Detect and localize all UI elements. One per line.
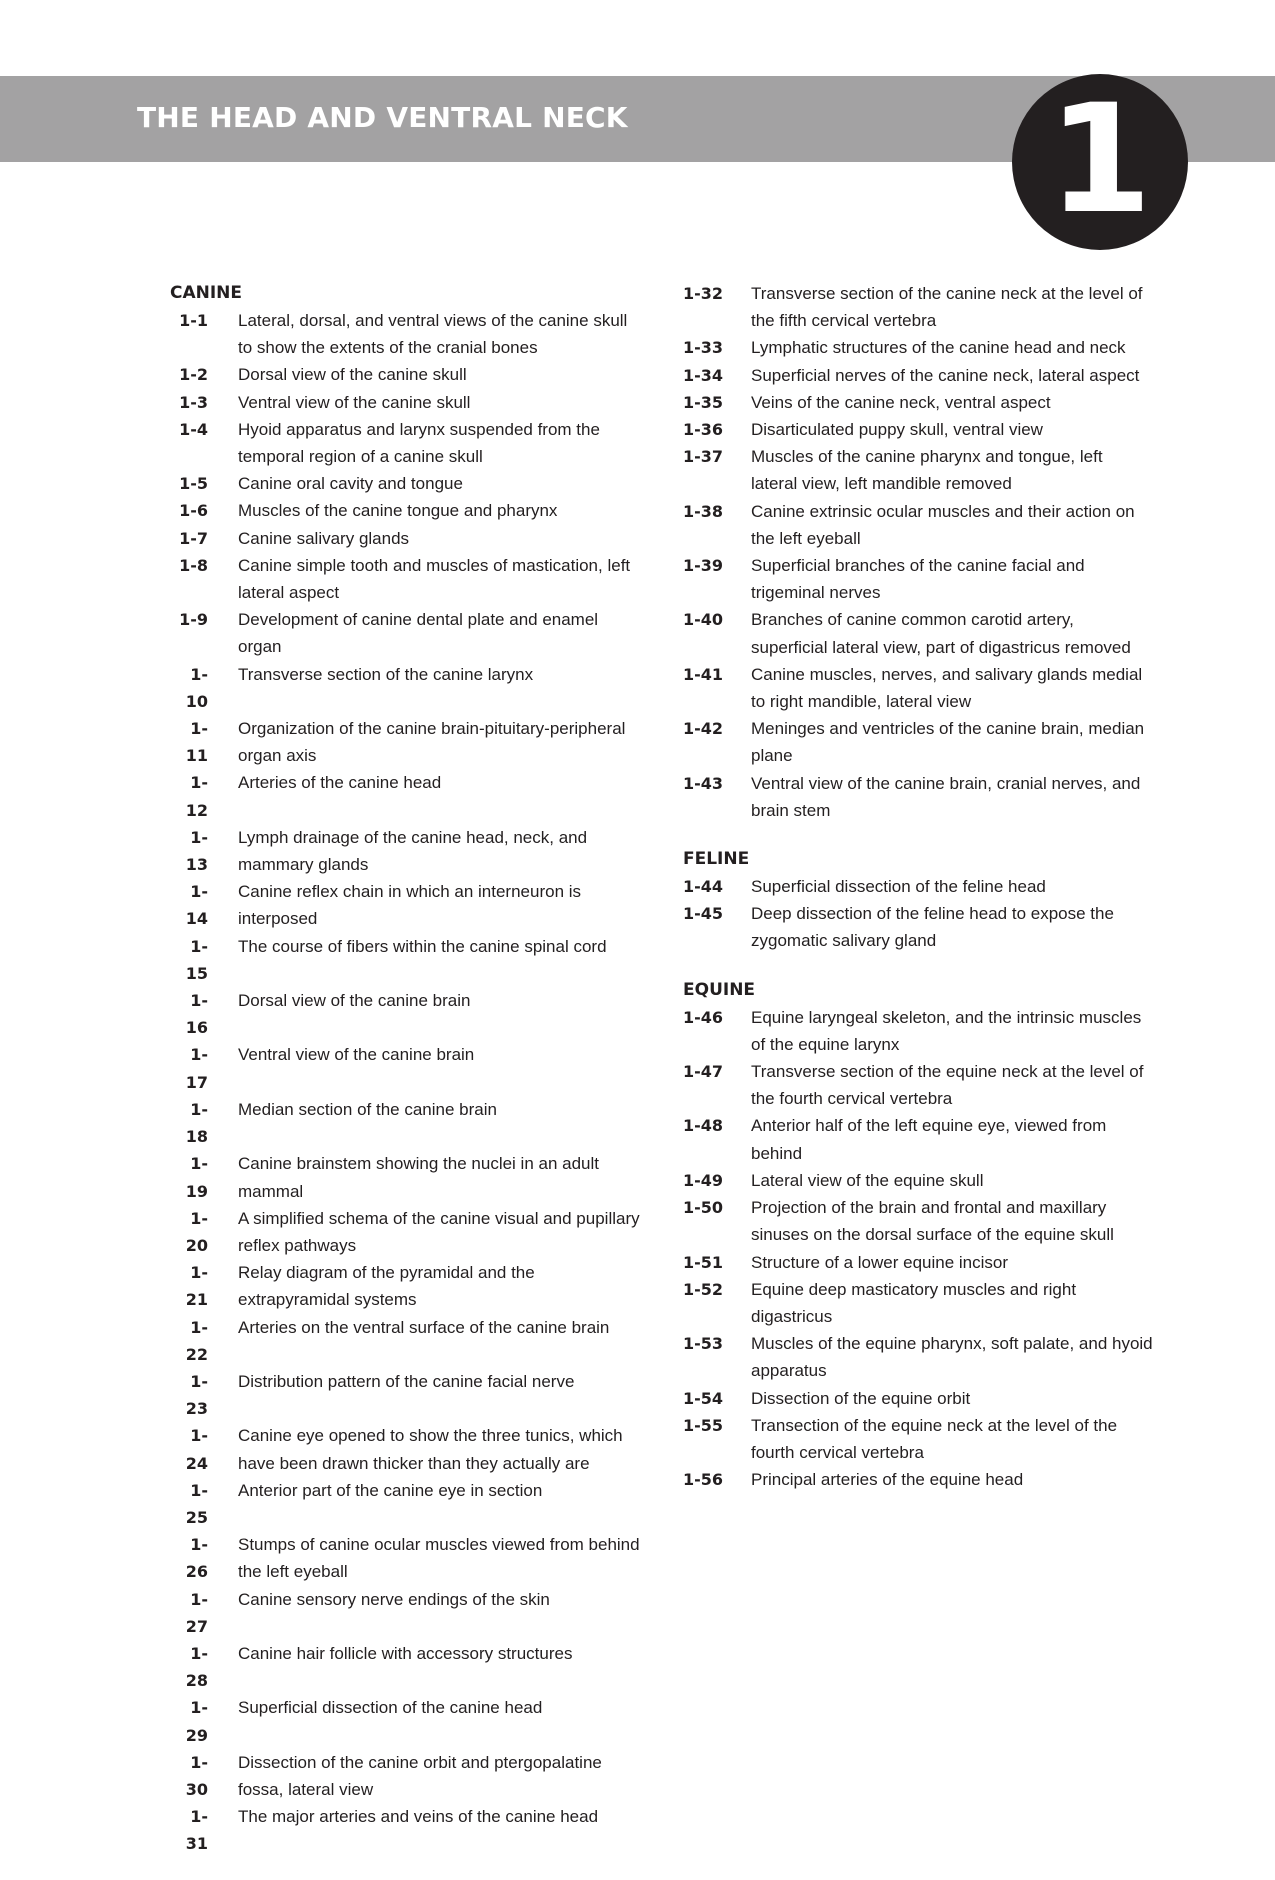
figure-caption: Arteries on the ventral surface of the canine brain [238, 1317, 610, 1337]
figure-number: 1-19 [185, 1154, 208, 1201]
figure-number: 1-52 [683, 1279, 724, 1299]
figure-list [683, 873, 1153, 955]
chapter-number-badge [1012, 74, 1188, 250]
figure-entry [170, 552, 640, 606]
figure-number: 1-36 [683, 420, 724, 440]
figure-caption: Transverse section of the equine neck at the level of the fourth cervical vertebra [751, 1062, 1144, 1109]
figure-entry [683, 1004, 1153, 1058]
figure-number: 1-24 [185, 1426, 208, 1473]
figure-entry [683, 280, 1153, 334]
section-canine [170, 280, 640, 1858]
figure-number: 1-26 [185, 1535, 208, 1582]
figure-entry [683, 770, 1153, 824]
figure-caption: Branches of canine common carotid artery, superficial lateral view, part of digastricus removed [751, 610, 1131, 657]
figure-caption: Superficial branches of the canine facial and trigeminal nerves [751, 556, 1085, 603]
figure-number: 1-3 [179, 392, 208, 412]
figure-entry [683, 1330, 1153, 1384]
figure-caption: Anterior part of the canine eye in section [238, 1480, 543, 1500]
figure-entry [683, 1466, 1153, 1493]
figure-caption: Distribution pattern of the canine facial nerve [238, 1371, 575, 1391]
figure-caption: Superficial nerves of the canine neck, lateral aspect [751, 365, 1140, 385]
figure-number: 1-33 [683, 338, 724, 358]
figure-number: 1-12 [185, 773, 208, 820]
figure-entry [170, 715, 640, 769]
figure-number: 1-8 [179, 555, 208, 575]
figure-caption: Canine extrinsic ocular muscles and their action on the left eyeball [751, 501, 1135, 548]
figure-number: 1-40 [683, 610, 724, 630]
figure-number: 1-30 [185, 1752, 208, 1799]
figure-number: 1-49 [683, 1170, 724, 1190]
figure-entry [683, 389, 1153, 416]
figure-number: 1-28 [185, 1643, 208, 1691]
figure-caption: Relay diagram of the pyramidal and the extrapyramidal systems [238, 1263, 535, 1310]
figure-caption: Transection of the equine neck at the level of the fourth cervical vertebra [751, 1415, 1118, 1462]
figure-entry [170, 525, 640, 552]
figure-entry [170, 1803, 640, 1857]
figure-entry [683, 606, 1153, 660]
figure-number: 1-4 [179, 419, 208, 439]
figure-caption: Median section of the canine brain [238, 1099, 497, 1119]
figure-entry [683, 1276, 1153, 1330]
left-column [170, 280, 640, 1880]
figure-entry [170, 769, 640, 823]
figure-caption: Hyoid apparatus and larynx suspended from the temporal region of a canine skull [238, 419, 600, 467]
figure-entry [170, 1694, 640, 1748]
figure-caption: Dorsal view of the canine brain [238, 991, 471, 1011]
figure-caption: Ventral view of the canine brain [238, 1045, 475, 1065]
figure-caption: Canine oral cavity and tongue [238, 474, 463, 494]
figure-entry [170, 389, 640, 416]
figure-caption: Disarticulated puppy skull, ventral view [751, 420, 1043, 440]
figure-number: 1-51 [683, 1252, 724, 1272]
figure-caption: Canine hair follicle with accessory structures [238, 1643, 573, 1663]
figure-caption: Canine simple tooth and muscles of mastication, left lateral aspect [238, 555, 631, 603]
figure-number: 1-18 [185, 1099, 208, 1147]
section-heading: CANINE [170, 283, 243, 303]
figure-number: 1-48 [683, 1116, 724, 1136]
figure-caption: Muscles of the canine tongue and pharynx [238, 501, 558, 521]
figure-caption: Muscles of the equine pharynx, soft palate, and hyoid apparatus [751, 1334, 1153, 1381]
section-feline [683, 846, 1153, 955]
figure-number: 1-41 [683, 664, 724, 684]
figure-entry [170, 1749, 640, 1803]
figure-caption: Principal arteries of the equine head [751, 1470, 1024, 1490]
figure-number: 1-17 [185, 1045, 208, 1092]
figure-caption: Projection of the brain and frontal and maxillary sinuses on the dorsal surface of the equine skull [751, 1198, 1114, 1245]
figure-number: 1-32 [683, 284, 724, 303]
section-equine [683, 977, 1153, 1494]
figure-caption: Ventral view of the canine brain, cranial nerves, and brain stem [751, 773, 1141, 820]
figure-entry [170, 606, 640, 660]
figure-number: 1-6 [179, 501, 208, 521]
figure-caption: The course of fibers within the canine spinal cord [238, 936, 607, 956]
figure-entry [683, 1167, 1153, 1194]
figure-list [683, 280, 1153, 824]
figure-entry [170, 824, 640, 878]
figure-number: 1-21 [185, 1263, 208, 1310]
figure-number: 1-7 [179, 528, 208, 548]
figure-caption: Organization of the canine brain-pituitary-peripheral organ axis [238, 719, 626, 766]
figure-entry [170, 1477, 640, 1531]
figure-entry [683, 1249, 1153, 1276]
figure-number: 1-37 [683, 447, 724, 467]
figure-number: 1-11 [185, 719, 208, 766]
figure-entry [683, 416, 1153, 443]
figure-caption: Dorsal view of the canine skull [238, 365, 467, 385]
figure-entry [170, 307, 640, 361]
figure-caption: Canine muscles, nerves, and salivary glands medial to right mandible, lateral view [751, 664, 1143, 712]
figure-caption: A simplified schema of the canine visual and pupillary reflex pathways [238, 1208, 640, 1255]
figure-number: 1-35 [683, 392, 724, 412]
figure-entry [170, 987, 640, 1041]
figure-number: 1-15 [185, 936, 208, 983]
figure-number: 1-23 [185, 1371, 208, 1419]
figure-number: 1-20 [185, 1208, 208, 1255]
figure-entry [170, 661, 640, 715]
figure-entry [170, 1422, 640, 1476]
figure-entry [170, 1041, 640, 1095]
figure-number: 1-29 [185, 1698, 208, 1745]
figure-caption: Canine brainstem showing the nuclei in an adult mammal [238, 1154, 600, 1201]
chapter-title: THE HEAD AND VENTRAL NECK [137, 101, 628, 134]
figure-number: 1-43 [683, 773, 724, 793]
figure-caption: Anterior half of the left equine eye, viewed from behind [751, 1116, 1107, 1163]
figure-entry [170, 1640, 640, 1694]
figure-number: 1-10 [185, 664, 208, 711]
figure-caption: Equine laryngeal skeleton, and the intrinsic muscles of the equine larynx [751, 1007, 1142, 1054]
figure-caption: Canine salivary glands [238, 528, 410, 548]
figure-caption: Canine eye opened to show the three tunics, which have been drawn thicker than they actually are [238, 1426, 623, 1473]
section-heading: FELINE [683, 849, 750, 870]
figure-entry [170, 878, 640, 932]
figure-entry [170, 361, 640, 388]
figure-number: 1-47 [683, 1062, 724, 1082]
figure-entry [170, 933, 640, 987]
section-continued [683, 280, 1153, 824]
figure-caption: Deep dissection of the feline head to expose the zygomatic salivary gland [751, 904, 1114, 951]
figure-entry [170, 1205, 640, 1259]
figure-caption: Lateral, dorsal, and ventral views of the canine skull to show the extents of the cranial bones [238, 311, 628, 358]
figure-entry [170, 1314, 640, 1368]
figure-entry [683, 1385, 1153, 1412]
figure-entry [683, 1412, 1153, 1466]
figure-number: 1-42 [683, 719, 724, 739]
figure-caption: Equine deep masticatory muscles and right digastricus [751, 1279, 1077, 1326]
figure-number: 1-14 [185, 882, 208, 929]
figure-number: 1-2 [179, 365, 208, 385]
figure-caption: Transverse section of the canine larynx [238, 664, 534, 684]
figure-caption: Dissection of the equine orbit [751, 1388, 971, 1408]
figure-entry [170, 1259, 640, 1313]
figure-caption: Ventral view of the canine skull [238, 392, 471, 412]
figure-caption: Development of canine dental plate and enamel organ [238, 610, 599, 657]
figure-entry [683, 552, 1153, 606]
figure-entry [170, 1368, 640, 1422]
right-column [683, 280, 1153, 1515]
figure-list [170, 307, 640, 1858]
figure-caption: Lymphatic structures of the canine head and neck [751, 338, 1126, 358]
section-heading: EQUINE [683, 979, 756, 1000]
figure-number: 1-16 [185, 991, 208, 1038]
figure-caption: Lymph drainage of the canine head, neck, and mammary glands [238, 827, 588, 875]
figure-caption: Canine sensory nerve endings of the skin [238, 1589, 550, 1609]
figure-caption: Arteries of the canine head [238, 773, 442, 793]
figure-caption: Meninges and ventricles of the canine brain, median plane [751, 719, 1145, 766]
figure-caption: Superficial dissection of the feline head [751, 877, 1046, 897]
figure-caption: Structure of a lower equine incisor [751, 1252, 1009, 1272]
figure-caption: Transverse section of the canine neck at the level of the fifth cervical vertebra [751, 284, 1143, 331]
figure-number: 1-9 [179, 610, 208, 630]
figure-entry [683, 1112, 1153, 1166]
figure-caption: The major arteries and veins of the canine head [238, 1807, 599, 1827]
figure-number: 1-53 [683, 1334, 724, 1354]
figure-entry [683, 498, 1153, 552]
figure-caption: Dissection of the canine orbit and ptergopalatine fossa, lateral view [238, 1752, 602, 1799]
figure-entry [170, 497, 640, 524]
figure-number: 1-1 [179, 311, 208, 330]
figure-entry [170, 416, 640, 470]
figure-caption: Superficial dissection of the canine head [238, 1698, 543, 1718]
figure-entry [683, 334, 1153, 361]
figure-number: 1-13 [185, 827, 208, 875]
chapter-number: 1 [1047, 73, 1153, 247]
figure-number: 1-56 [683, 1470, 724, 1490]
figure-entry [683, 900, 1153, 954]
figure-entry [683, 661, 1153, 715]
figure-number: 1-44 [683, 877, 724, 897]
figure-entry [683, 873, 1153, 900]
figure-entry [683, 715, 1153, 769]
figure-number: 1-45 [683, 904, 724, 924]
figure-number: 1-39 [683, 556, 724, 576]
figure-entry [170, 1096, 640, 1150]
figure-number: 1-25 [185, 1480, 208, 1527]
figure-entry [683, 1058, 1153, 1112]
figure-caption: Canine reflex chain in which an interneuron is interposed [238, 882, 582, 929]
figure-number: 1-55 [683, 1415, 724, 1435]
figure-caption: Stumps of canine ocular muscles viewed from behind the left eyeball [238, 1535, 640, 1582]
figure-number: 1-46 [683, 1007, 724, 1027]
figure-entry [170, 1150, 640, 1204]
figure-number: 1-22 [185, 1317, 208, 1364]
figure-number: 1-27 [185, 1589, 208, 1636]
figure-caption: Muscles of the canine pharynx and tongue, left lateral view, left mandible removed [751, 447, 1103, 494]
figure-caption: Veins of the canine neck, ventral aspect [751, 392, 1051, 412]
figure-caption: Lateral view of the equine skull [751, 1170, 984, 1190]
figure-entry [170, 1531, 640, 1585]
figure-number: 1-5 [179, 474, 208, 494]
figure-list [683, 1004, 1153, 1494]
figure-number: 1-38 [683, 501, 724, 521]
figure-entry [683, 1194, 1153, 1248]
figure-number: 1-54 [683, 1388, 724, 1408]
figure-number: 1-31 [185, 1807, 208, 1854]
figure-entry [683, 443, 1153, 497]
figure-number: 1-50 [683, 1198, 724, 1218]
figure-number: 1-34 [683, 365, 724, 385]
figure-entry [170, 470, 640, 497]
figure-entry [683, 362, 1153, 389]
